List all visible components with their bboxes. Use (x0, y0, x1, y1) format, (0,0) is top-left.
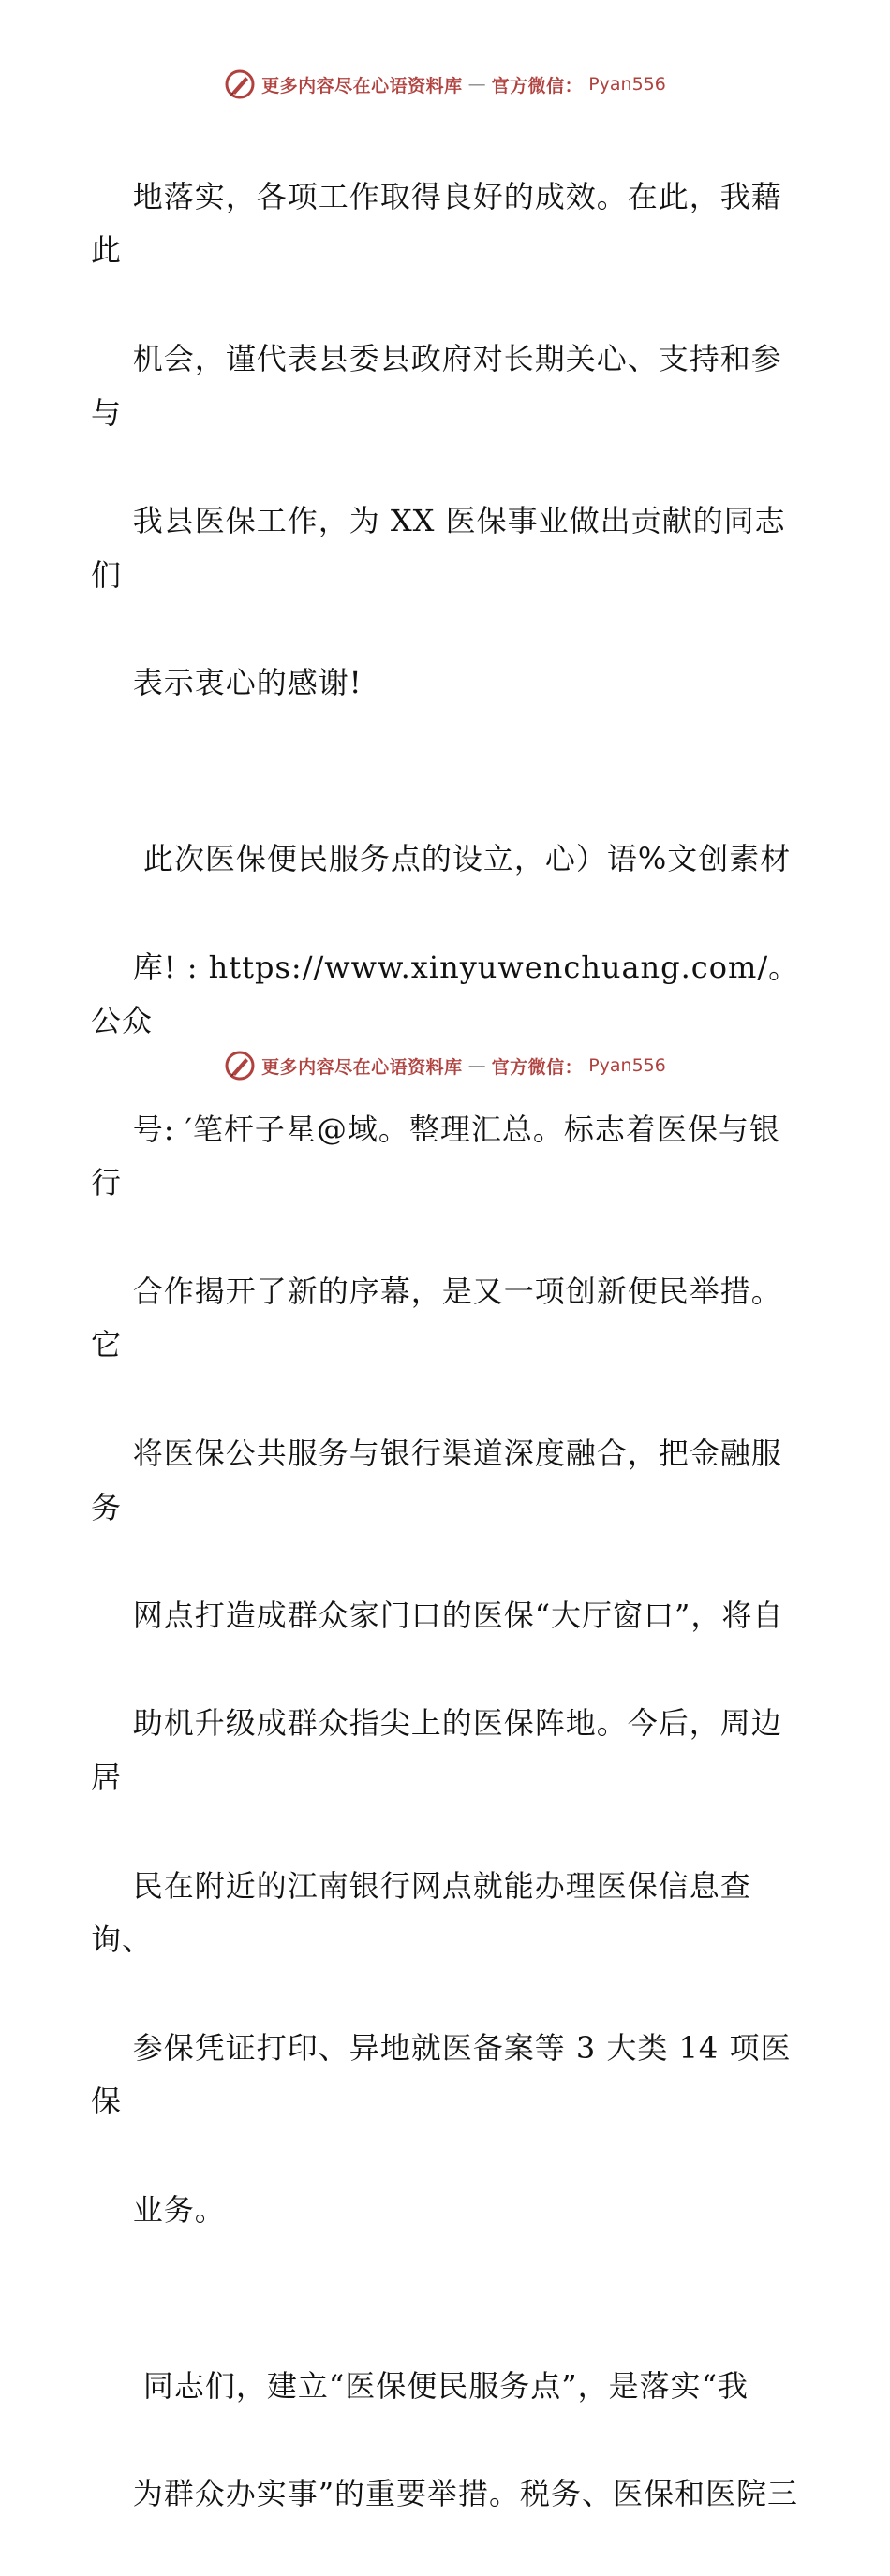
text-line: 民在附近的江南银行网点就能办理医保信息查询、 (91, 1867, 751, 1958)
text-line: 网点打造成群众家门口的医保“大厅窗口”，将自 (132, 1597, 784, 1633)
pen-logo-icon (224, 68, 256, 100)
footer-watermark (0, 1045, 890, 1086)
watermark-handle: Pyan556 (588, 1055, 666, 1076)
pen-logo-icon (224, 1050, 256, 1082)
paragraph (91, 116, 803, 764)
text-line: 号: ′笔杆子星@域。整理汇总。标志着医保与银行 (91, 1111, 780, 1201)
header-watermark (0, 64, 890, 105)
paragraph (91, 778, 803, 2291)
text-line: 表示衷心的感谢! (132, 665, 363, 701)
paragraph (91, 2305, 803, 2576)
text-line: 业务。 (132, 2191, 226, 2228)
text-line: 合作揭开了新的序幕，是又一项创新便民举措。它 (91, 1273, 782, 1363)
text-line: 同志们，建立“医保便民服务点”，是落实“我 (132, 2367, 749, 2404)
text-line: 库! : https://www.xinyuwenchuang.com/。公众 (91, 949, 800, 1039)
watermark-separator: — (467, 74, 486, 95)
watermark-label: 官方微信： (491, 1056, 584, 1078)
watermark-text: 更多内容尽在心语资料库 (261, 75, 463, 96)
watermark-label: 官方微信： (491, 75, 584, 96)
text-line: 机会，谨代表县委县政府对长期关心、支持和参与 (91, 340, 782, 431)
document-body (91, 116, 803, 2576)
watermark-separator: — (467, 1055, 486, 1076)
text-line: 将医保公共服务与银行渠道深度融合，把金融服务 (91, 1435, 782, 1525)
text-line: 参保凭证打印、异地就医备案等 3 大类 14 项医保 (91, 2029, 792, 2120)
text-line: 此次医保便民服务点的设立，心）语%文创素材 (132, 841, 792, 877)
watermark-handle: Pyan556 (588, 74, 666, 95)
watermark-text: 更多内容尽在心语资料库 (261, 1056, 463, 1078)
text-line: 地落实，各项工作取得良好的成效。在此，我藉此 (91, 178, 782, 269)
text-line: 我县医保工作，为 XX 医保事业做出贡献的同志们 (91, 502, 786, 593)
text-line: 为群众办实事”的重要举措。税务、医保和医院三 (132, 2476, 799, 2512)
text-line: 助机升级成群众指尖上的医保阵地。今后，周边居 (91, 1705, 782, 1796)
